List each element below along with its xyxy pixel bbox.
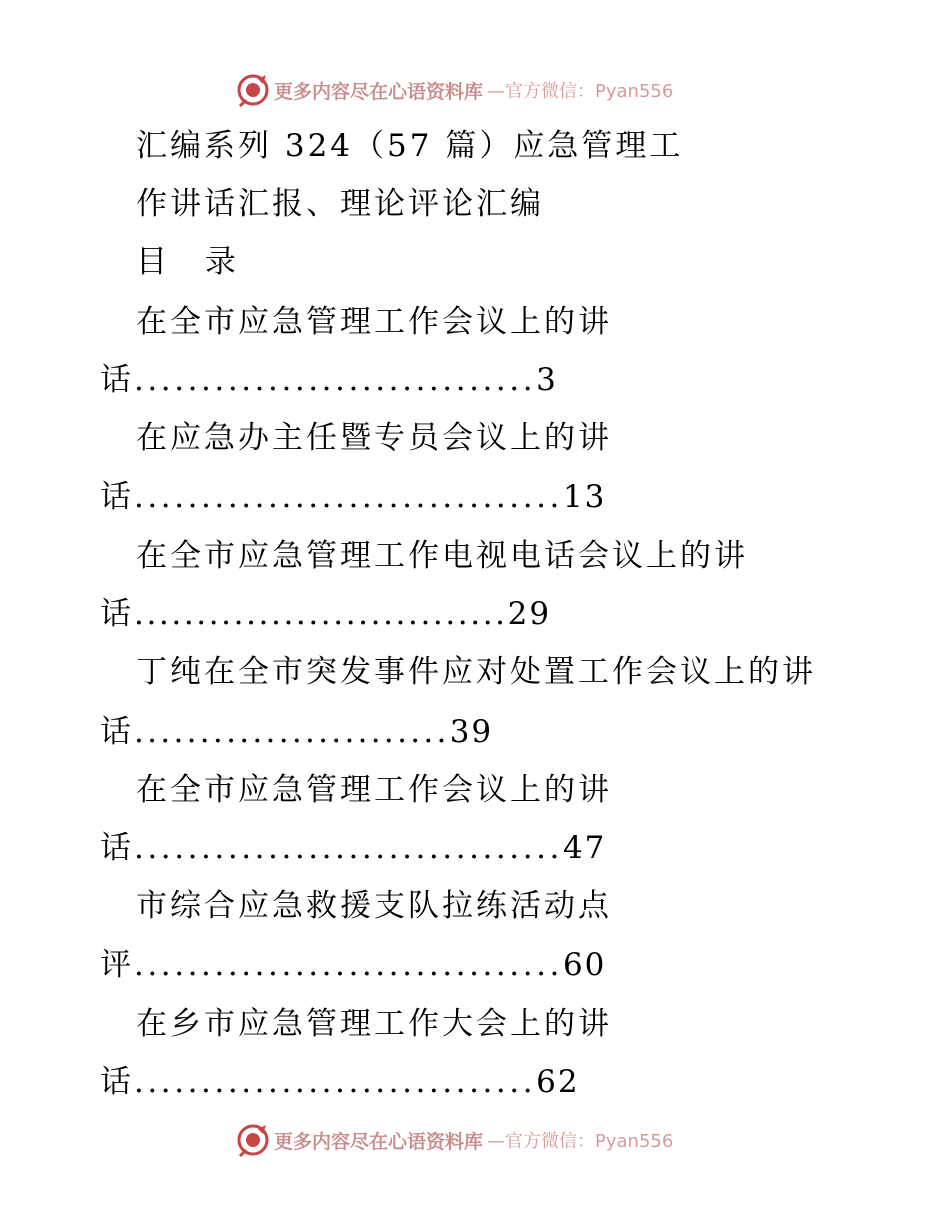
- toc-page-number[interactable]: 29: [507, 596, 552, 632]
- header-banner: [236, 72, 673, 108]
- toc-dot-leaders: ..............................: [134, 596, 508, 632]
- toc-entry-title[interactable]: 在全市应急管理工作会议上的讲: [136, 772, 612, 808]
- toc-entry-continuation: 话: [100, 830, 134, 866]
- banner-brand: 更多内容尽在心语资料库: [274, 1130, 484, 1153]
- banner-contact: —官方微信：Pyan556: [487, 1131, 674, 1152]
- toc-page-number[interactable]: 3: [536, 362, 558, 398]
- toc-entry-title[interactable]: 市综合应急救援支队拉练活动点: [136, 888, 612, 924]
- toc-entry-title[interactable]: 丁纯在全市突发事件应对处置工作会议上的讲: [136, 654, 816, 690]
- toc-entry-leader-line: [100, 594, 551, 634]
- toc-entry-title[interactable]: 在全市应急管理工作会议上的讲: [136, 304, 612, 340]
- document-title-line-1: 汇编系列 324（57 篇）应急管理工: [136, 128, 684, 164]
- document-title-line-2: 作讲话汇报、理论评论汇编: [136, 186, 544, 222]
- toc-entry-continuation: 话: [100, 362, 134, 398]
- toc-page-number[interactable]: 60: [562, 947, 607, 983]
- banner-brand: 更多内容尽在心语资料库: [274, 80, 484, 103]
- toc-entry-continuation: 话: [100, 596, 134, 632]
- toc-entry-title[interactable]: 在应急办主任暨专员会议上的讲: [136, 420, 612, 456]
- banner-contact: —官方微信：Pyan556: [487, 81, 674, 102]
- toc-page-number[interactable]: 62: [536, 1064, 580, 1100]
- toc-dot-leaders: ..............................: [134, 362, 537, 398]
- toc-heading: 目 录: [136, 244, 250, 280]
- toc-page-number[interactable]: 13: [562, 479, 607, 515]
- toc-entry-continuation: 话: [100, 714, 134, 750]
- toc-dot-leaders: ........................: [134, 714, 450, 750]
- pen-logo-icon: [236, 73, 270, 107]
- toc-dot-leaders: ..............................: [134, 1064, 537, 1100]
- toc-dot-leaders: ................................: [134, 830, 563, 866]
- toc-entry-leader-line: [100, 712, 493, 752]
- toc-entry-title[interactable]: 在乡市应急管理工作大会上的讲: [136, 1006, 612, 1042]
- toc-entry-leader-line: [100, 945, 606, 985]
- toc-page-number[interactable]: 47: [562, 830, 607, 866]
- toc-entry-leader-line: [100, 828, 606, 868]
- toc-entry-continuation: 评: [100, 947, 134, 983]
- pen-logo-icon: [236, 1123, 270, 1157]
- toc-entry-leader-line: [100, 360, 558, 400]
- toc-entry-continuation: 话: [100, 479, 134, 515]
- toc-entry-leader-line: [100, 1062, 580, 1102]
- footer-banner: [236, 1122, 673, 1158]
- toc-entry-continuation: 话: [100, 1064, 134, 1100]
- toc-entry-leader-line: [100, 477, 606, 517]
- toc-dot-leaders: ................................: [134, 479, 563, 515]
- toc-dot-leaders: ................................: [134, 947, 563, 983]
- toc-page-number[interactable]: 39: [449, 714, 494, 750]
- toc-entry-title[interactable]: 在全市应急管理工作电视电话会议上的讲: [136, 538, 748, 574]
